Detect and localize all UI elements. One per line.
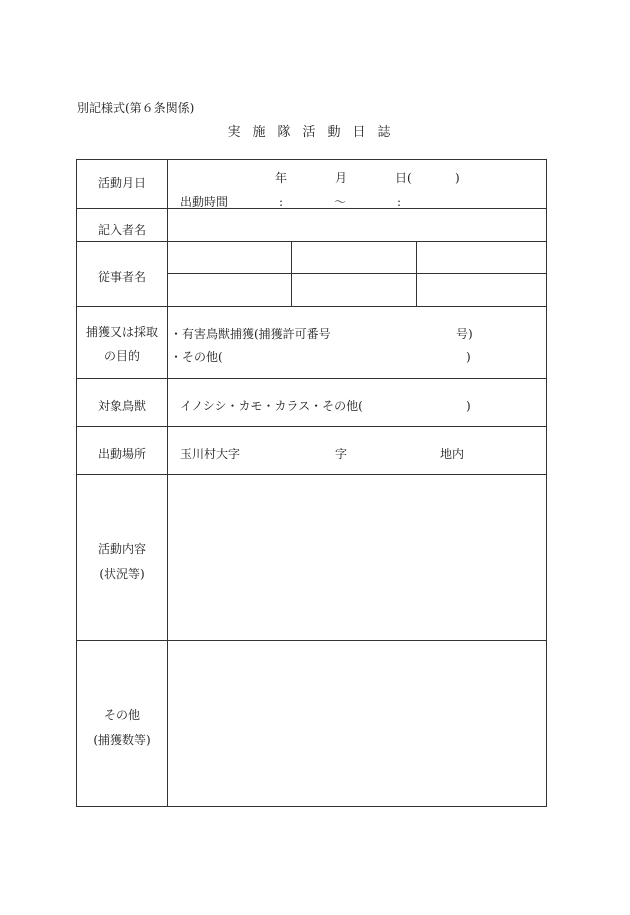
table-border-top — [76, 159, 547, 160]
worker-column-divider — [416, 241, 417, 306]
year-label: 年 — [275, 171, 288, 185]
day-label: 日( — [395, 171, 412, 185]
table-border-right — [546, 159, 547, 807]
other-label-line1: その他 — [103, 708, 140, 722]
row-divider — [76, 378, 547, 379]
day-close-paren: ) — [455, 171, 460, 185]
location-village: 玉川村大字 — [180, 447, 241, 461]
purpose-label-line1: 捕獲又は採取 — [85, 325, 158, 339]
row-divider — [76, 208, 547, 209]
target-wildlife-options: イノシシ・カモ・カラス・その他( — [180, 399, 363, 413]
start-time-colon: : — [279, 195, 284, 209]
dispatch-time-label: 出動時間 — [180, 195, 229, 209]
row-divider — [76, 474, 547, 475]
time-range-tilde: 〜 — [334, 195, 347, 209]
location-aza: 字 — [335, 447, 348, 461]
activity-date-label: 活動月日 — [97, 176, 146, 190]
worker-column-divider — [291, 241, 292, 306]
purpose-option-other-end: ) — [466, 350, 471, 364]
purpose-option-pest-capture-end: 号) — [456, 327, 473, 341]
row-divider — [167, 273, 547, 274]
other-label-line2: (捕獲数等) — [93, 733, 151, 747]
end-time-colon: : — [397, 195, 402, 209]
purpose-option-pest-capture: ・有害鳥獣捕獲(捕獲許可番号 — [170, 327, 331, 341]
target-wildlife-label: 対象鳥獣 — [97, 399, 146, 413]
table-border-bottom — [76, 806, 547, 807]
recorder-name-label: 記入者名 — [97, 223, 146, 237]
form-reference: 別記様式(第６条関係) — [77, 101, 195, 115]
worker-names-label: 従事者名 — [97, 270, 146, 284]
month-label: 月 — [335, 171, 348, 185]
purpose-option-other: ・その他( — [170, 350, 223, 364]
dispatch-location-label: 出動場所 — [97, 447, 146, 461]
location-chinai: 地内 — [440, 447, 465, 461]
activity-content-label-line1: 活動内容 — [97, 542, 146, 556]
row-divider — [76, 640, 547, 641]
label-column-divider — [167, 159, 168, 807]
purpose-label-line2: の目的 — [103, 349, 140, 363]
target-wildlife-options-end: ) — [466, 399, 471, 413]
row-divider — [76, 426, 547, 427]
activity-content-label-line2: (状況等) — [99, 567, 145, 581]
row-divider — [76, 306, 547, 307]
document-title: 実施隊活動日誌 — [227, 125, 403, 140]
